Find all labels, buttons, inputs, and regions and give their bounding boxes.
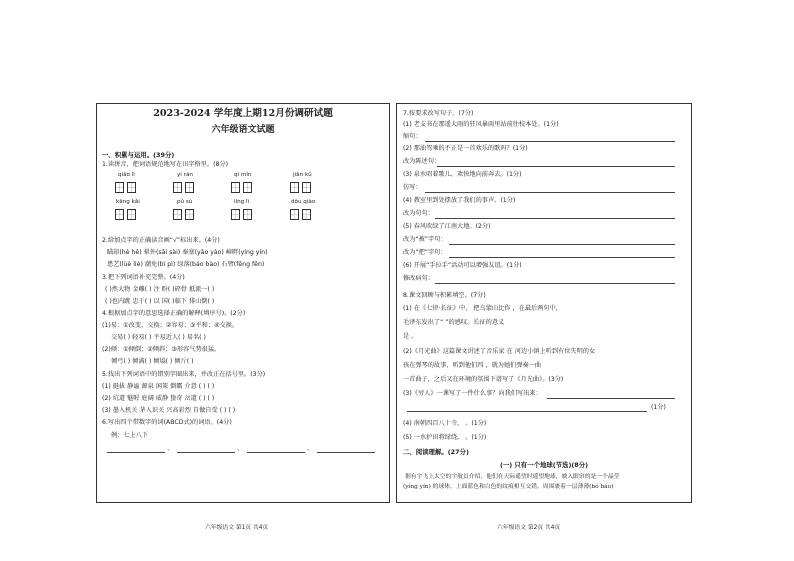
question-8-line: (2)《月光曲》这篇课文讲述了音乐家 在 河边小镇上听到有位失明的女 [403,348,596,355]
question-7-part: (2) 那油驾乘的不正是一首欢乐的歌吗？(1分) [403,145,528,152]
exam-subtitle: 六年级语文试题 [211,125,275,135]
answer-line[interactable] [425,141,675,142]
question-8-line: 一首曲子，之后又在环境的氛围下谱写了《月光曲》。(3分) [403,376,564,383]
answer-label: 改为陈述句： [403,158,441,165]
answer-label: 改为句句： [403,210,434,217]
answer-line[interactable] [177,452,235,453]
question-8-score: (1分) [651,404,666,411]
question-7-part: (6) 开展“手拉手”活动可以增强友谊。(1分) [403,262,522,269]
question-2-line: 患艺(lüè liè) 潮免(bì pì) 绿落(báo bào) 石臂(fēng fěn) [107,261,265,268]
question-8-line: (1) 在《七律·长征》中， 把乌蒙山比作 ，在最后两句中， [403,305,562,312]
pinyin-label: yí rán [177,172,193,178]
question-3-line: ( )也内跳 忠于( ) 以 国( )临下 排山倒( ) [105,298,215,305]
question-6: 6.写出四个带数字的词(ABCD式)的词语。(4分) [102,419,232,426]
answer-line[interactable] [107,452,165,453]
section-2-heading: 二、阅读理解。(27分) [403,448,469,456]
pinyin-label: jiān kǔ [293,172,312,178]
answer-label: 修改病句： [403,275,434,282]
writing-grid[interactable] [231,182,252,193]
pinyin-label: dǒu qiào [291,199,316,205]
pinyin-label: líng lì [234,199,250,205]
writing-grid[interactable] [290,182,311,193]
question-7-part: (4) 教室里到处摆放了我们的事声。(1分) [403,197,516,204]
question-8: 8.课文回顾与积累填空。(7分) [403,292,486,299]
pinyin-label: kāng kǎi [116,199,140,205]
question-8-line: 是 。 [403,333,418,340]
answer-line[interactable] [449,257,675,258]
question-7-part: (3) 泉水唱着歌儿，欢快地向前奔去。(1分) [403,171,522,178]
section-1-heading: 一、积累与运用。(39分) [102,151,175,159]
page-footer-right: 六年级语文 第2页 共4页 [497,525,561,531]
answer-line[interactable] [547,398,675,399]
pinyin-label: pǔ sù [177,199,193,205]
answer-line[interactable] [437,166,675,167]
question-8-line: 孩在弹琴的故事，听到他们四 ，就为她们弹奏一曲 [403,362,542,369]
answer-line[interactable] [435,218,675,219]
question-3-line: ( )然大物 金雕( ) 注 粉( )碎骨 抵流一( ) [105,286,215,293]
question-6-example: 例：七上八下 [111,432,149,439]
question-4-part: (1)易：①改变，交换；②容易；③平和；④交换。 [102,322,239,329]
question-5-line: (2) 坑道 魅喔 庭阔 威静 蛰奇 岔道 ( ) ( ) [102,395,215,402]
page-footer-left: 六年级语文 第1页 共4页 [205,525,269,531]
writing-grid[interactable] [231,209,252,220]
question-4-words: 交易( ) 轻易( ) 平易近人( ) 易名( ) [111,334,206,341]
question-8-line: (5) 一水护田将绿绕， 。(1分) [403,434,487,441]
answer-line[interactable] [247,452,305,453]
question-8-line: (4) 南朝四百八十寺， 。(1分) [403,420,487,427]
question-7-part: (5) 春风吹绿了江南大地。(2分) [403,223,491,230]
passage-text: (yíng yín) 的球体，上面蓝色和白色的纹痕相互交错，周围裹着一层薄薄(bó báo) [403,484,614,490]
exam-title: 2023-2024 学年度上期12月份调研试题 [153,108,333,119]
question-5-line: (3) 墨入机关 茅入识关 兴高彩烈 自做自受 ( ) ( ) [102,407,236,414]
question-2: 2.给加点字的正确读音画“√”标出来。(4分) [102,237,220,244]
question-4: 4.根据加点字的意思选择正确的解释(填序号)。(2分) [102,310,246,317]
answer-label: 改为“把”字句： [403,249,447,256]
question-5: 5.找出下列词语中的错别字圈出来，并改正在括号里。(3分) [102,371,266,378]
answer-label: 仿写： [403,184,422,191]
writing-grid[interactable] [290,209,311,220]
question-2-line: 瞄却(hè hē) 晕外(sāi sài) 秦塞(yāo yào) 嶂畔(yíng yín) [107,249,268,256]
answer-label: 改为“被”字句： [403,236,447,243]
question-8-line: 毛泽东发出了“ ”的感叹。长征的意义 [403,319,505,326]
pinyin-label: qì mǐn [234,172,252,178]
answer-line[interactable] [449,244,675,245]
question-3: 3.把下列词语补充完整。(4分) [102,274,185,281]
passage-title: (一) 只有一个地球(节选)(8分) [499,461,589,469]
question-4-words: 倾弓( ) 倾满( ) 倾塌( ) 倾斤( ) [111,358,194,365]
question-1: 1.读拼音，把词语规范地写在田字格里。(8分) [102,161,229,168]
answer-line[interactable] [317,452,375,453]
passage-text: 据有宇飞上太空的宇航员介绍，他们在天际遥望时遥望地球，映入眼帘的是一个晶莹 [405,474,620,480]
exam-page-right [396,103,692,503]
answer-label: 缩句： [403,133,422,140]
writing-grid[interactable] [115,182,136,193]
question-5-line: (1) 挺拔 静谧 源泉 闲策 倒霸 介意 ( ) ( ) [102,383,215,390]
question-4-part: (2)倾：①倾倒；②倾斜；③形容气势很猛。 [102,346,221,353]
question-7-part: (1) 老支书在那遥大雨的狂风暴雨里站前往校本处。(1分) [403,121,559,128]
writing-grid[interactable] [115,209,136,220]
answer-line[interactable] [407,411,647,412]
answer-line[interactable] [435,283,675,284]
exam-page-left: 2023-2024 学年度上期12月份调研试题 六年级语文试题 一、积累与运用。(39分) 1.读拼音，把词语规范地写在田字格里。(8分) qiāo lì yí rán qì mǐn jiān kǔ kāng kǎi pǔ sù líng lì dǒu qiào 2.给加点字的正确读音画“√”标出来。(4分) 瞄却(hè hē) 晕外(sāi sài) 秦塞(yāo yào) 嶂畔(yíng yín) 患艺(lüè liè) 潮免(bì pì) 绿落(báo bào) 石臂(fēng fěn) 3.把下列词语补充完整。(4分) ( )然大物 金雕( ) 注 粉( )碎骨 抵流一( ) ( )也内跳 忠于( ) 以 国( )临下 排山倒( ) 4.根据加点字的意思选择正确的解释(填序号)。(2分) (1)易：①改变，交换；②容易；③平和；④交换。 交易( ) 轻易( ) 平易近人( ) 易名( ) (2)倾：①倾倒；②倾斜；③形容气势很猛。 倾弓( ) 倾满( ) 倾塌( ) 倾斤( ) 5.找出下列词语中的错别字圈出来，并改正在括号里。(3分) (1) 挺拔 静谧 源泉 闲策 倒霸 介意 ( ) ( ) (2) 坑道 魅喔 庭阔 威静 蛰奇 岔道 ( ) ( ) (3) 墨入机关 茅入识关 兴高彩烈 自做自受 ( ) ( ) 6.写出四个带数字的词(ABCD式)的词语。(4分) 例：七上八下 、 、 、 [96,103,390,503]
question-8-line: (3)《穷人》一课写了一件什么事？向我们写出来： [403,390,542,397]
writing-grid[interactable] [173,182,194,193]
answer-line[interactable] [425,192,675,193]
pinyin-label: qiāo lì [118,172,135,178]
question-7: 7.按要求改写句子。(7分) [403,110,474,117]
writing-grid[interactable] [173,209,194,220]
